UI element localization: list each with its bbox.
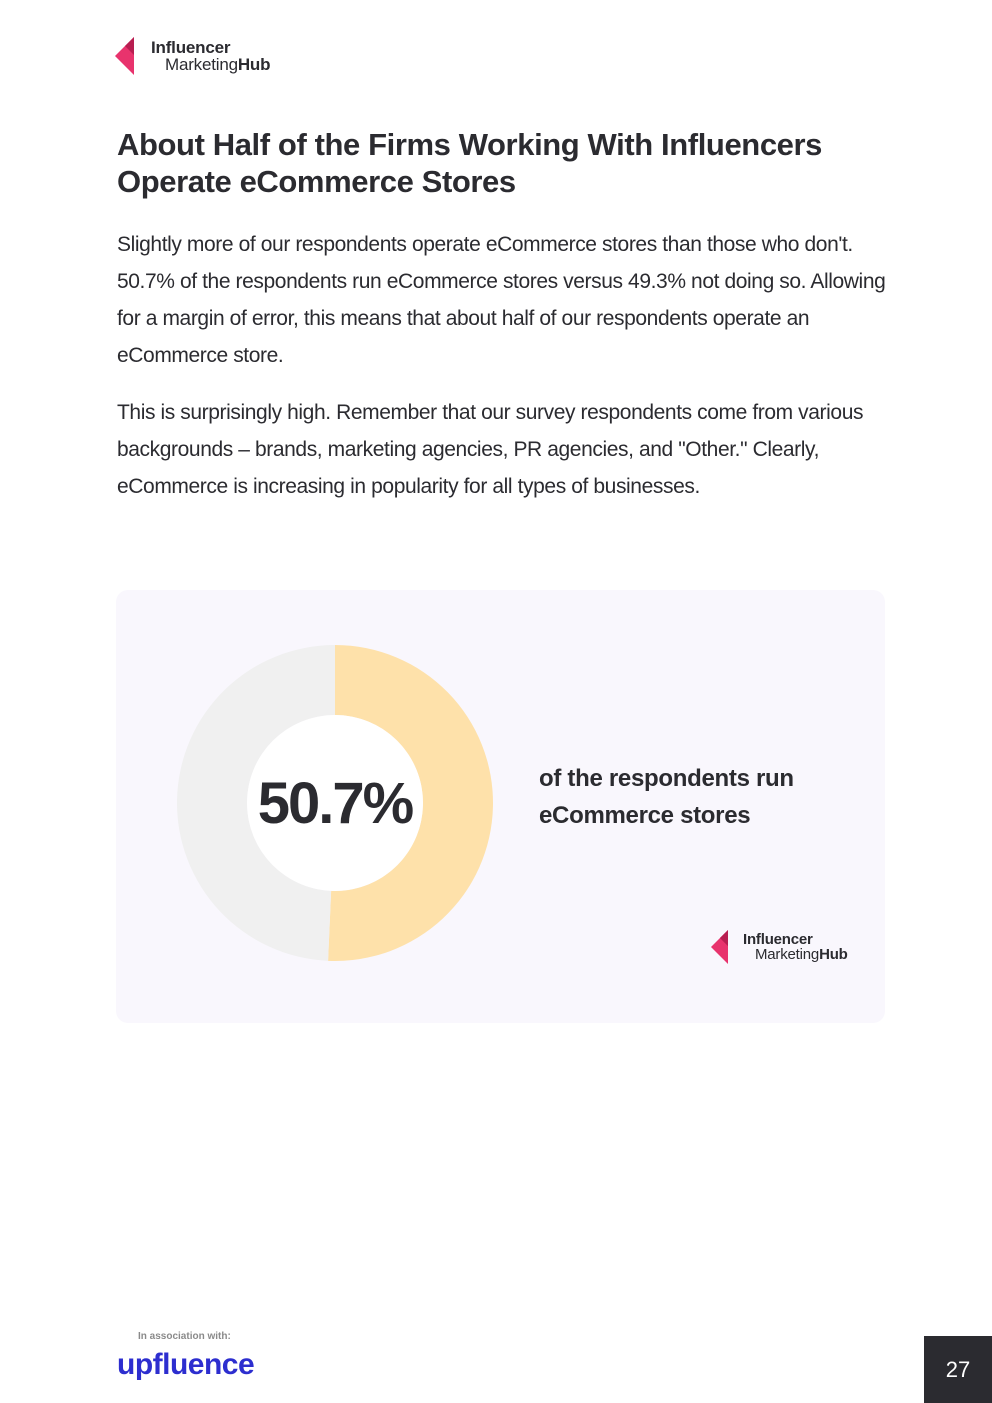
page-title: About Half of the Firms Working With Influencers Operate eCommerce Stores — [117, 127, 823, 199]
stat-caption: of the respondents run eCommerce stores — [539, 765, 794, 829]
logo-line-2: MarketingHub — [165, 55, 271, 74]
body-paragraph-1: Slightly more of our respondents operate eCommerce stores than those who don't. 50.7% of the respondents run eCommerce stores versus 49.3% not doing so. Allowing for a margin of error, this means that about half of our respondents operate an eCommerce store. — [117, 233, 886, 367]
body-paragraph-2: This is surprisingly high. Remember that our survey respondents come from various backgrounds – brands, marketing agencies, PR agencies, and "Other." Clearly, eCommerce is increasing in popularity for all types of businesses. — [117, 401, 864, 498]
card-logo — [711, 930, 848, 964]
partner-logo: upfluence — [117, 1348, 255, 1381]
header-logo — [115, 37, 270, 75]
association-label: In association with: — [138, 1331, 231, 1342]
stat-card — [116, 590, 885, 1023]
brand-diamond-icon — [115, 37, 153, 75]
logo-line-1: Influencer — [151, 38, 231, 57]
page-number: 27 — [924, 1336, 992, 1403]
brand-diamond-icon — [711, 930, 745, 964]
donut-center-value: 50.7% — [257, 770, 413, 836]
logo-line-2: MarketingHub — [755, 946, 848, 963]
logo-line-1: Influencer — [743, 931, 813, 948]
